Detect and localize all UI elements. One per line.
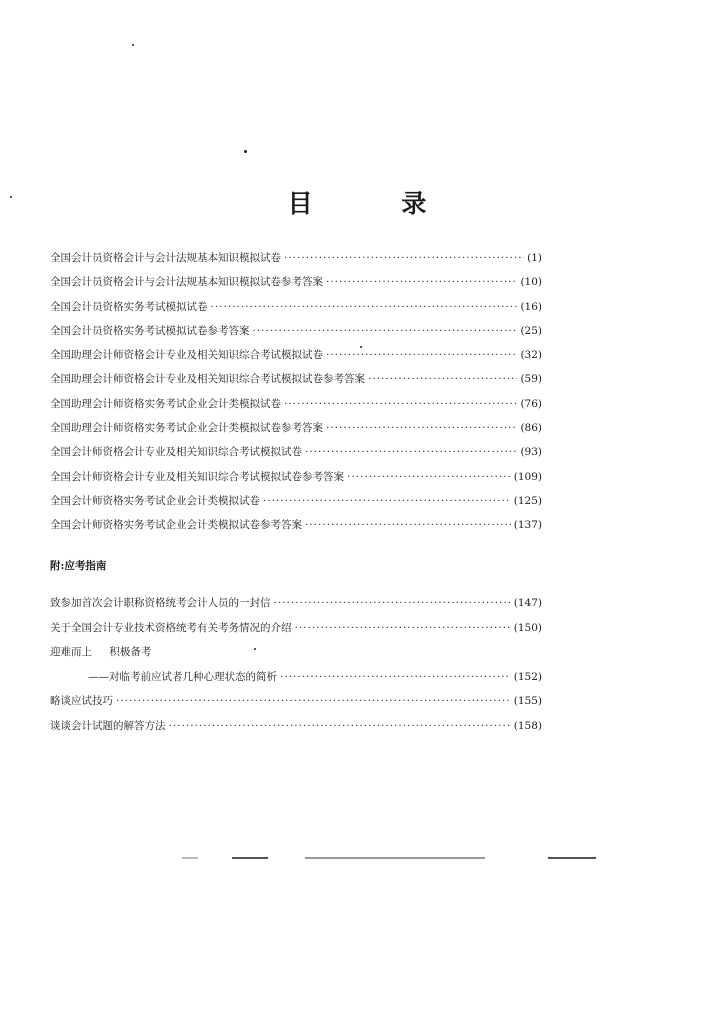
toc-entry-label: 全国会计师资格会计专业及相关知识综合考试模拟试卷: [50, 446, 302, 459]
toc-entry-page: (16): [520, 300, 542, 313]
toc-entry-page: (147): [513, 597, 542, 609]
toc-entry[interactable]: [50, 420, 542, 444]
toc-entry-page: (59): [520, 373, 542, 386]
dot-leader: [305, 519, 511, 531]
toc-entry[interactable]: [50, 517, 542, 541]
dot-leader: [326, 349, 517, 361]
dot-leader: [280, 671, 511, 683]
toc-entry-page: (32): [520, 349, 542, 362]
toc-entry-label: 全国会计员资格会计与会计法规基本知识模拟试卷: [50, 252, 281, 264]
toc-entry-heading[interactable]: [50, 644, 542, 669]
toc-entry-label: 关于全国会计专业技术资格统考有关考务情况的介绍: [50, 621, 292, 634]
dot-leader: [284, 252, 524, 264]
toc-entry-label: 全国会计员资格实务考试模拟试卷: [50, 300, 208, 313]
dot-leader: [253, 325, 518, 337]
scan-artifact-line: [305, 857, 485, 859]
appendix-heading: 附:应考指南: [50, 560, 107, 572]
toc-entry-label: 致参加首次会计职称资格统考会计人员的一封信: [50, 597, 271, 609]
toc-entry[interactable]: [50, 323, 542, 347]
toc-main-list: [50, 250, 542, 542]
toc-entry[interactable]: [50, 493, 542, 517]
toc-entry[interactable]: [50, 718, 542, 743]
toc-entry-label: 全国助理会计师资格实务考试企业会计类模拟试卷: [50, 397, 281, 410]
toc-entry-label: 谈谈会计试题的解答方法: [50, 719, 166, 732]
toc-entry-page: (76): [520, 397, 542, 410]
toc-entry[interactable]: [50, 693, 542, 718]
dot-leader: [263, 495, 511, 507]
scan-artifact-line: [182, 857, 198, 859]
toc-entry-label: 全国会计师资格会计专业及相关知识综合考试模拟试卷参考答案: [50, 470, 344, 483]
toc-entry-page: (25): [520, 324, 542, 337]
toc-entry[interactable]: [50, 469, 542, 493]
toc-entry-label: ——对临考前应试者几种心理状态的简析: [88, 670, 277, 683]
toc-entry-page: (86): [520, 422, 542, 435]
toc-entry-page: (125): [513, 494, 542, 507]
toc-entry[interactable]: [50, 396, 542, 420]
page-title: 目 录: [287, 189, 467, 218]
toc-entry-page: (10): [520, 276, 542, 289]
toc-entry[interactable]: [50, 444, 542, 468]
toc-entry-page: (109): [513, 470, 542, 483]
toc-entry-label: 全国会计员资格实务考试模拟试卷参考答案: [50, 324, 250, 337]
toc-entry[interactable]: [50, 299, 542, 323]
toc-entry-page: (152): [513, 670, 542, 683]
dot-leader: [326, 276, 517, 288]
scan-speck: [132, 44, 134, 46]
toc-entry[interactable]: [50, 274, 542, 298]
toc-entry-page: (155): [513, 695, 542, 707]
dot-leader: [284, 398, 517, 410]
toc-entry-label: 略谈应试技巧: [50, 695, 113, 707]
toc-entry-label: 迎难而上 积极备考: [50, 646, 152, 658]
scan-artifact-line: [232, 857, 268, 859]
toc-entry-label: 全国会计师资格实务考试企业会计类模拟试卷参考答案: [50, 519, 302, 532]
scan-speck: [244, 150, 247, 153]
toc-entry-label: 全国会计员资格会计与会计法规基本知识模拟试卷参考答案: [50, 276, 323, 289]
scan-artifact-line: [548, 857, 596, 859]
toc-entry-page: (158): [513, 719, 542, 732]
toc-entry-label: 全国会计师资格实务考试企业会计类模拟试卷: [50, 494, 260, 507]
dot-leader: [295, 622, 511, 634]
dot-leader: [116, 695, 511, 707]
dot-leader: [211, 301, 518, 313]
toc-entry[interactable]: [50, 347, 542, 371]
dot-leader: [305, 446, 517, 458]
toc-entry[interactable]: [50, 371, 542, 395]
dot-leader: [347, 471, 511, 483]
toc-entry[interactable]: [50, 620, 542, 645]
toc-entry-page: (137): [513, 519, 542, 532]
toc-entry-page: (93): [520, 446, 542, 459]
dot-leader: [326, 422, 517, 434]
toc-appendix-list: [50, 595, 542, 742]
toc-entry-page: (150): [513, 621, 542, 634]
toc-entry-label: 全国助理会计师资格实务考试企业会计类模拟试卷参考答案: [50, 422, 323, 435]
toc-entry[interactable]: [50, 250, 542, 274]
toc-entry-page: (1): [527, 252, 542, 264]
toc-entry[interactable]: [50, 595, 542, 620]
dot-leader: [368, 373, 517, 385]
toc-entry-label: 全国助理会计师资格会计专业及相关知识综合考试模拟试卷: [50, 349, 323, 362]
toc-entry-label: 全国助理会计师资格会计专业及相关知识综合考试模拟试卷参考答案: [50, 373, 365, 386]
dot-leader: [169, 720, 511, 732]
dot-leader: [274, 597, 511, 609]
toc-entry-subtitle[interactable]: [50, 669, 542, 694]
